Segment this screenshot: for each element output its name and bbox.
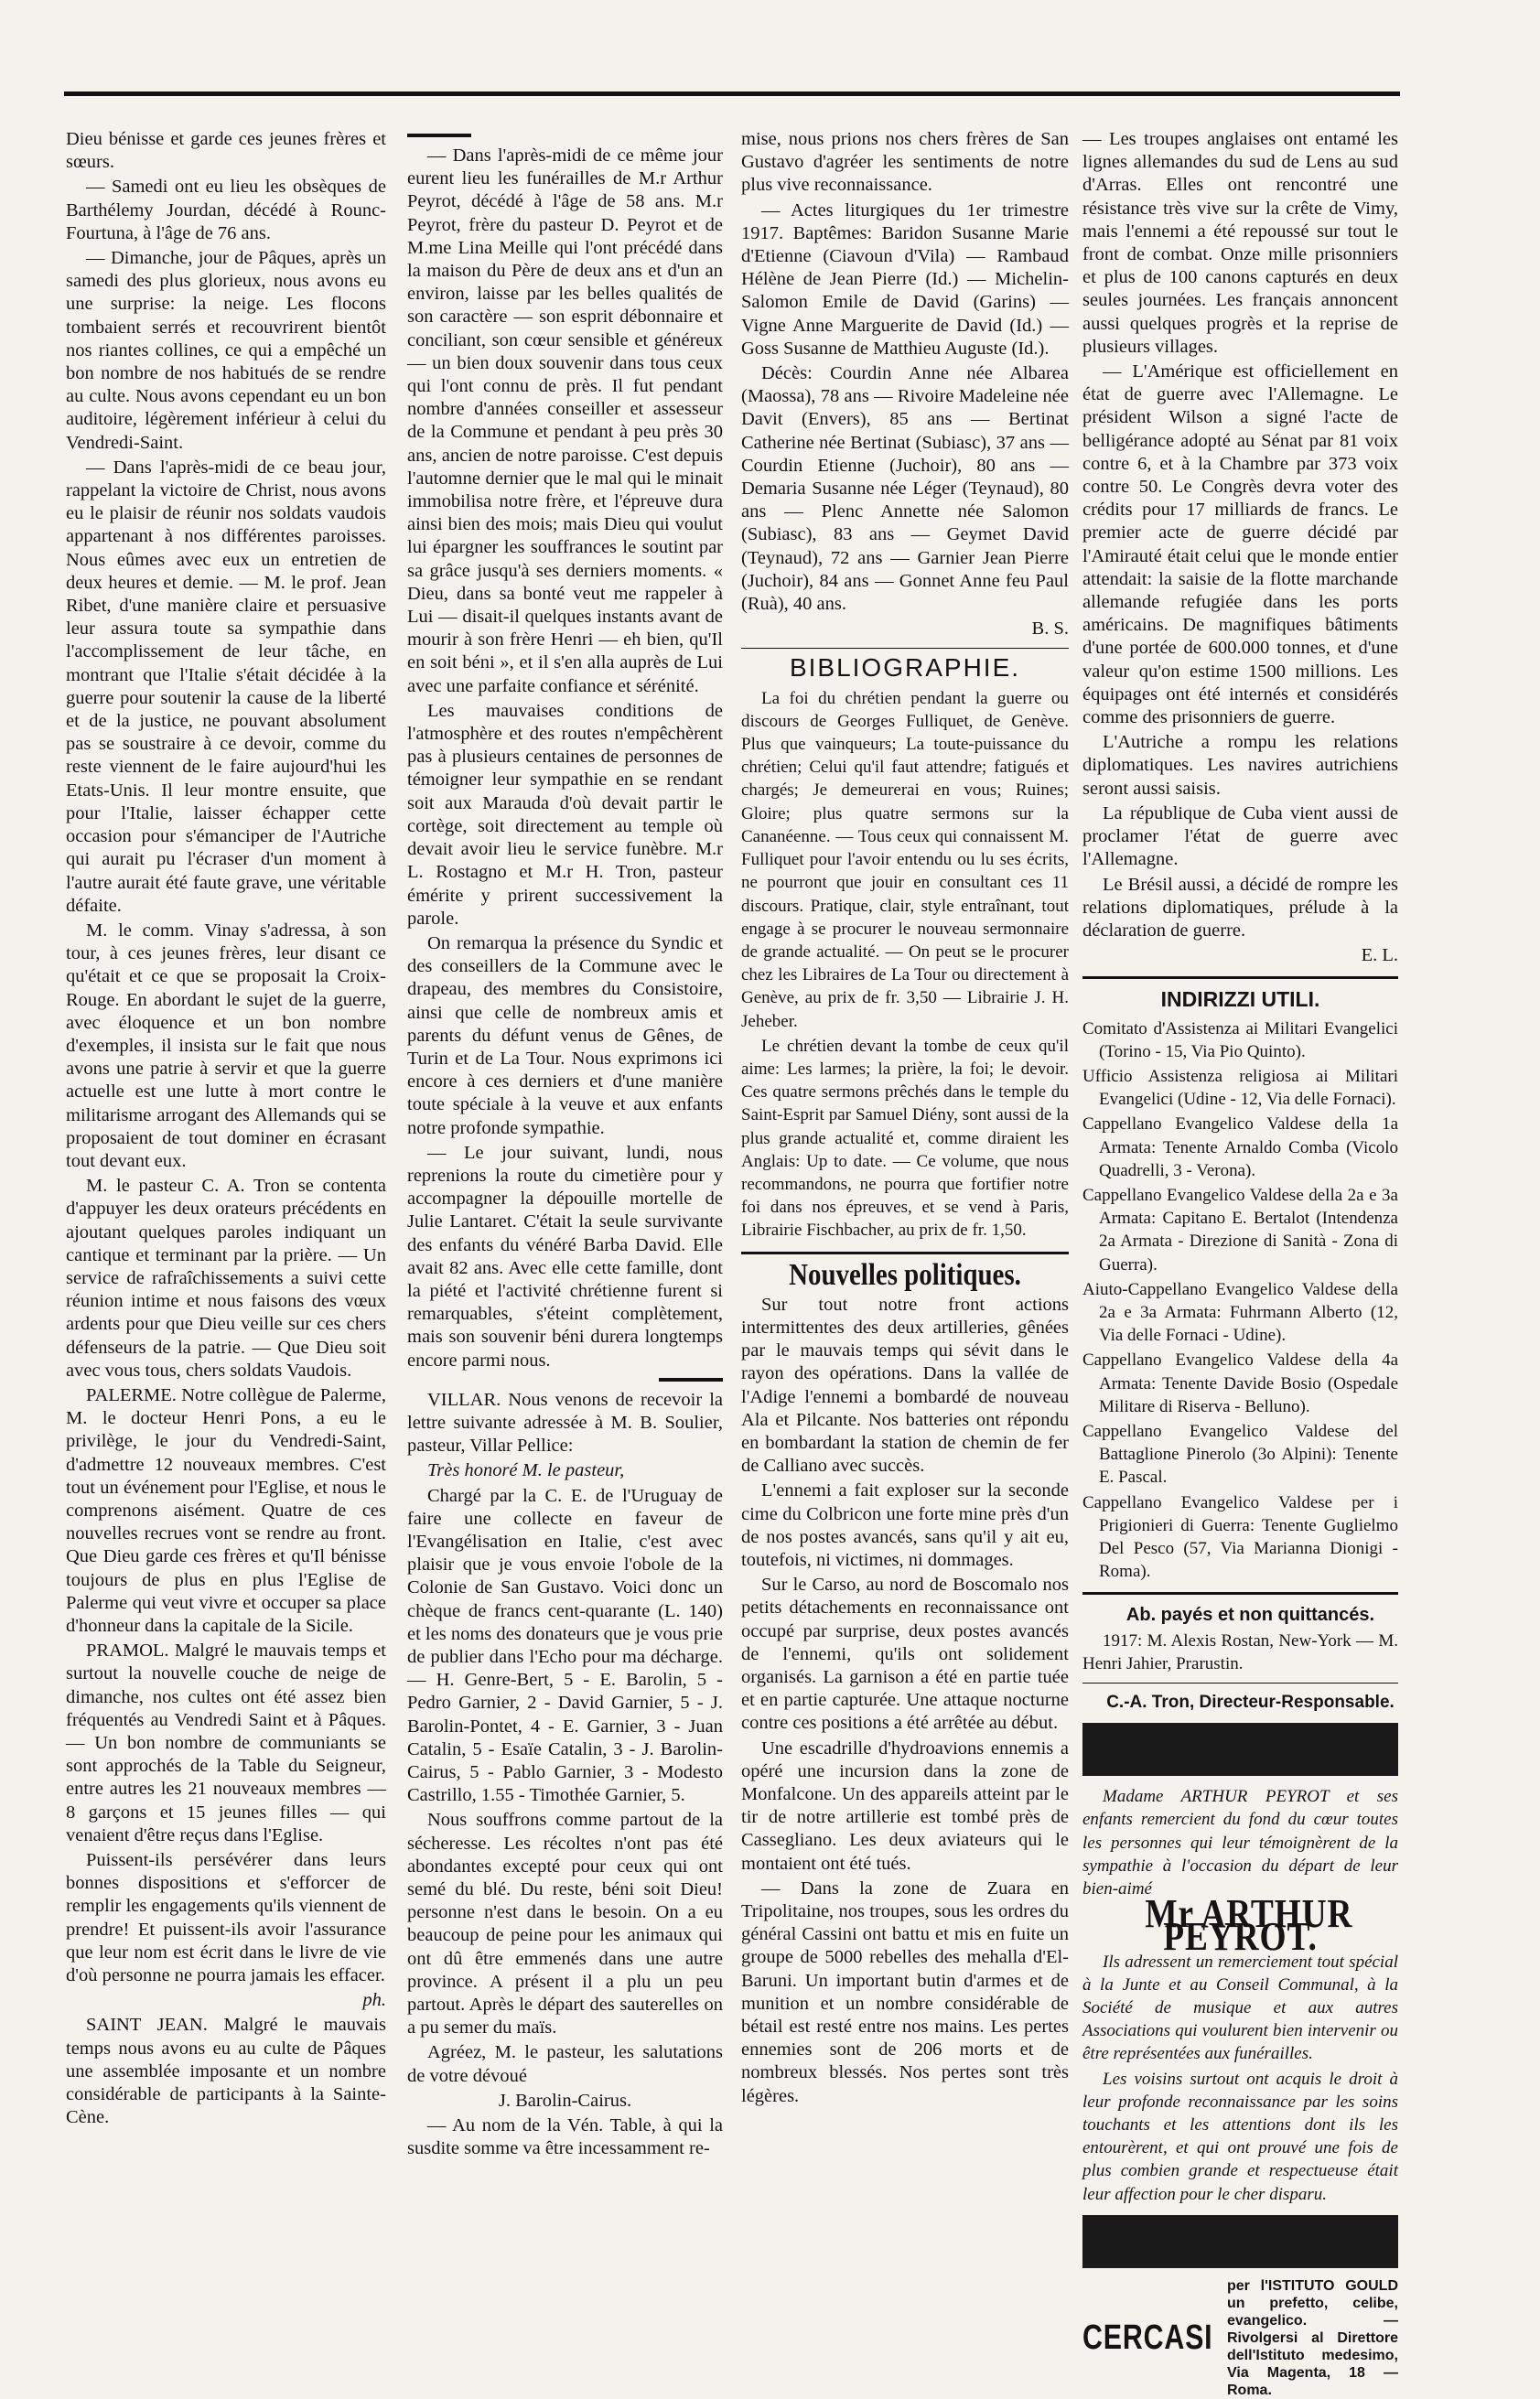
address-item: Cappellano Evangelico Valdese della 1a Armata: Tenente Arnaldo Comba (Vicolo Quadrelli, 3 - Verona). (1082, 1114, 1398, 1180)
signature: ph. (362, 1990, 386, 2011)
paragraph: La foi du chrétien pendant la guerre ou discours de Georges Fulliquet, de Genève. Plus que vainqueurs; La toute-puissance du chrétien; Celui qu'il faut attendre; fatigués et chargés; Je demeurerai en vous; Ruines; Gloire; plus quatre sermons sur la Cananéenne. — Tous ceux qui connaissent M. Fulliquet pour l'avoir entendu ou lu ses écrits, ne pourront que jouir en consultant ces 11 discours. Pratique, clair, style entraînant, tout engage à se procurer le nouveau sermonnaire de grande actualité. — On peut se le procurer chez les Libraires de La Tour ou directement à Genève, au prix de fr. 3,50 — Librairie J. H. Jeheber. (741, 688, 1069, 1031)
section-title-nouvelles-politiques: Nouvelles politiques. (789, 1257, 1021, 1292)
top-rule (64, 91, 1400, 96)
signature: E. L. (1361, 945, 1398, 966)
paragraph: Décès: Courdin Anne née Albarea (Maossa), 78 ans — Rivoire Madeleine née Davit (Envers), 85 ans — Bertinat Catherine née Bertinat (Subiasc), 37 ans — Courdin Etienne (Juchoir), 80 ans — Demaria Susanne née Léger (Teynaud), 80 ans — Plenc Annette née Salomon (Subiasc), 83 ans — Geymet David (Teynaud), 72 ans — Garnier Jean Pierre (Juchoir), 84 ans — Gonnet Anne feu Paul (Ruà), 40 ans. (741, 363, 1069, 615)
paragraph: — Samedi ont eu lieu les obsèques de Barthélemy Jourdan, décédé à Rounc-Fourtuna, à l'âge de 76 ans. (66, 177, 386, 243)
paragraph: Sur tout notre front actions intermittentes des deux artilleries, gênées par le mauvais temps qui sévit dans le rayon des opérations. Dans la vallée de l'Adige l'ennemi a bombardé de nouveau Ala et Pilcante. Nos batteries ont répondu en bombardant la station de chemin de fer de Calliano avec succès. (741, 1294, 1069, 1477)
paragraph: L'ennemi a fait exploser sur la seconde cime du Colbricon une forte mine près d'un de nos postes avancés, sans qu'il y ait eu, toutefois, ni victimes, ni dommages. (741, 1480, 1069, 1570)
paragraph: Dieu bénisse et garde ces jeunes frères et sœurs. (66, 129, 386, 173)
paragraph: — Dans l'après-midi de ce beau jour, rappelant la victoire de Christ, nous avons eu le plaisir de réunir nos soldats vaudois appartenant à nos différentes paroisses. Nous eûmes avec eux un entretien de deux heures et demie. — M. le prof. Jean Ribet, d'une manière claire et persuasive leur assura toute sa sympathie dans l'accomplissement de leur tâche, en montrant que l'Italie s'était décidée à la guerre pour soutenir la cause de la liberté et de la justice, ne pouvant absolument pas se soustraire à ce devoir, comme du reste viennent de le faire aujourd'hui les Etats-Unis. Il leur montre ensuite, que pour l'Italie, laisser échapper cette occasion pour s'émanciper de l'Autriche qui aurait pu l'écraser d'un moment à l'autre aurait été faute grave, une véritable défaite. (66, 457, 386, 916)
paragraph: — Dimanche, jour de Pâques, après un samedi des plus glorieux, nous avons eu une surprise: la neige. Les flocons tombaient serrés et recouvrirent bientôt nos riantes collines, ce qui a empêché un bon nombre de nos habitués de se rendre au culte. Nous avons cependant eu un bon auditoire, légèrement inférieur à celui du Vendredi-Saint. (66, 248, 386, 453)
signature: B. S. (1031, 619, 1069, 640)
paragraph: — Dans l'après-midi de ce même jour eurent lieu les funérailles de M.r Arthur Peyrot, décédé à l'âge de 58 ans. M.r Peyrot, frère du pasteur D. Peyrot et de M.me Lina Meille qui l'ont précédé dans la maison du Père de deux ans et d'un an environ, laisse par les belles qualités de son caractère — son esprit débonnaire et conciliant, son cœur sensible et généreux — un bien doux souvenir dans tous ceux qui l'ont connu de près. Il fut pendant nombre d'années conseiller et assesseur de la Commune et pendant à peu près 30 ans, ancien de notre paroisse. C'est depuis l'automne dernier que le mal qui le minait immobilisa notre frère, et l'épreuve dura ainsi bien des mois; mais Dieu qui voulut lui épargner les souffrances le soutint par sa grâce jusqu'à ses derniers moments. « Dieu, dans sa bonté veut me rappeler à Lui — disait-il quelques instants avant de mourir à son frère Henri — eh bien, qu'Il en soit béni », et il s'en alla auprès de Lui avec une parfaite confiance et sérénité. (407, 145, 723, 696)
divider (1082, 1683, 1398, 1684)
paragraph: Sur le Carso, au nord de Boscomalo nos petits détachements en reconnaissance ont occupé par surprise, deux postes avancés de l'ennemi, qu'ils ont solidement organisés. La garnison a été en partie tuée et en partie capturée. Une attaque nocturne contre ces positions a été arrêtée au début. (741, 1575, 1069, 1734)
column-1 (66, 128, 386, 2129)
subscriptions-list: 1917: M. Alexis Rostan, New-York — M. Henri Jahier, Prarustin. (1082, 1630, 1398, 1673)
cercasi-ad (1082, 2277, 1398, 2399)
section-title-bibliographie: BIBLIOGRAPHIE. (789, 653, 1021, 683)
paragraph: mise, nous prions nos chers frères de San Gustavo d'agréer les sentiments de notre plus vive reconnaissance. (741, 129, 1069, 196)
section-dash (407, 134, 471, 137)
salutation: Très honoré M. le pasteur, (427, 1460, 625, 1481)
paragraph: Nous souffrons comme partout de la sécheresse. Les récoltes n'ont pas été abondantes excepté pour ceux qui ont semé du blé. Du reste, béni soit Dieu! personne n'est dans le besoin. On a eu beaucoup de peine pour les animaux qui ont dû être emmenés dans une autre province. A présent il a plu un peu partout. Après le départ des sauterelles on a pu semer du maïs. (407, 1810, 723, 2039)
section-title-indirizzi: INDIRIZZI UTILI. (1160, 987, 1320, 1012)
address-item: Ufficio Assistenza religiosa ai Militari Evangelici (Udine - 12, Via delle Fornaci). (1082, 1066, 1398, 1110)
paragraph: Les mauvaises conditions de l'atmosphère et des routes n'empêchèrent pas à plusieurs centaines de personnes de témoigner leur sympathie en se rendant soit aux Marauda d'où devait partir le cortège, soit directement au temple où devait avoir lieu le service funèbre. M.r L. Rostagno et M.r H. Tron, pasteur émérite y prirent successivement la parole. (407, 700, 723, 929)
paragraph: — Le jour suivant, lundi, nous reprenions la route du cimetière pour y accompagner la dépouille mortelle de Julie Lantaret. C'était la seule survivante des enfants du vénéré Barba David. Elle avait 82 ans. Avec elle cette famille, dont la piété et l'activité chrétienne furent si remarquables, s'éteint complètement, mais son souvenir béni durera longtemps encore parmi nous. (407, 1142, 723, 1371)
section-dash (659, 1378, 723, 1382)
column-3 (741, 128, 1069, 2108)
divider (741, 1252, 1069, 1254)
paragraph: PALERME. Notre collègue de Palerme, M. le docteur Henri Pons, a eu le privilège, le jour du Vendredi-Saint, d'admettre 12 nouveaux membres. C'est tout un événement pour l'Eglise, et nous le comprenons aisément. Quatre de ces nouvelles recrues vont se rendre au front. Que Dieu garde ces frères et qu'Il bénisse toujours de plus en plus l'Eglise de Palerme qui veut vivre et occuper sa place d'honneur dans la capitale de la Sicile. (66, 1384, 386, 1636)
address-item: Cappellano Evangelico Valdese della 4a Armata: Tenente Davide Bosio (Ospedale Militare di Riserva - Belluno). (1082, 1350, 1398, 1416)
paragraph: PRAMOL. Malgré le mauvais temps et surtout la nouvelle couche de neige de dimanche, nos cultes ont été assez bien fréquentés au Vendredi Saint et à Pâques. — Un bon nombre de communiants se sont approchés de la Table du Seigneur, entre autres les 21 nouveaux membres — 8 garçons et 15 jeunes filles — qui venaient d'être reçus dans l'Eglise. (66, 1641, 386, 1845)
paragraph: — Les troupes anglaises ont entamé les lignes allemandes du sud de Lens au sud d'Arras. Elles ont rencontré une résistance très vive sur la crête de Vimy, mais l'ennemi a été repoussé sur tout le front de combat. Onze mille prisonniers et plus de 100 canons capturés en deux seules journées. Les français annoncent aussi quelques progrès et la reprise de plusieurs villages. (1082, 129, 1398, 357)
cercasi-word: CERCASI (1082, 2318, 1213, 2357)
paragraph: — Dans la zone de Zuara en Tripolitaine, nos troupes, sous les ordres du général Cassini ont battu et mis en fuite un groupe de 5000 rebelles des mehalla d'El-Baruni. Un important butin d'armes et de munition et un nombre considérable de bétail est resté entre nos mains. Les pertes ennemies sont de 206 morts et de nombreux blessés. Nos pertes sont très légères. (741, 1877, 1069, 2106)
black-bar (1082, 2215, 1398, 2268)
column-2 (407, 128, 723, 2160)
paragraph: M. le pasteur C. A. Tron se contenta d'appuyer les deux orateurs précédents en ajoutant quelques paroles indiquant un cantique et terminant par la prière. — Un service de rafraîchissements a suivi cette réunion intime et nous faisons des vœux ardents pour que Dieu veille sur ces chers défenseurs de la patrie. — Que Dieu soit avec vous tous, chers soldats Vaudois. (66, 1176, 386, 1381)
paragraph: Une escadrille d'hydroavions ennemis a opéré une incursion dans la zone de Monfalcone. Un des appareils atteint par le tir de notre artillerie est tombé près de Cassegliano. Les deux aviateurs qui le montaient ont été tués. (741, 1737, 1069, 1874)
paragraph: L'Autriche a rompu les relations diplomatiques. Les navires autrichiens seront aussi saisis. (1082, 732, 1398, 799)
paragraph: On remarqua la présence du Syndic et des conseillers de la Commune avec le drapeau, des membres du Consistoire, ainsi que celle de nombreux amis et parents du défunt venus de Gênes, de Turin et de La Tour. Nous exprimons ici encore à ces derniers et d'une manière toute spéciale à la veuve et aux enfants notre profonde sympathie. (407, 932, 723, 1138)
subscriptions-title: Ab. payés et non quittancés. (1125, 1605, 1375, 1626)
signature: J. Barolin-Cairus. (498, 2090, 632, 2111)
address-item: Cappellano Evangelico Valdese della 2a e 3a Armata: Capitano E. Bertalot (Intendenza 2a Armata - Direzione di Sanità - Zona di Guerra). (1082, 1185, 1398, 1275)
director-line: C.-A. Tron, Directeur-Responsable. (1106, 1693, 1395, 1712)
paragraph: VILLAR. Nous venons de recevoir la lettre suivante adressée à M. B. Soulier, pasteur, Villar Pellice: (407, 1389, 723, 1457)
column-4 (1082, 128, 1398, 2399)
paragraph: Puissent-ils persévérer dans leurs bonnes dispositions et s'efforcer de remplir les engagements qu'ils viennent de prendre! Et puissent-ils avoir l'assurance que leur nom est écrit dans le livre de vie d'où personne ne pourra jamais les effacer. (66, 1850, 386, 1986)
address-item: Cappellano Evangelico Valdese per i Prigionieri di Guerra: Tenente Guglielmo Del Pesco (57, Via Marianna Dionigi - Roma). (1082, 1492, 1398, 1582)
black-bar (1082, 1723, 1398, 1776)
paragraph: SAINT JEAN. Malgré le mauvais temps nous avons eu au culte de Pâques une assemblée imposante et un nombre considérable de participants à la Sainte-Cène. (66, 2015, 386, 2128)
divider (1082, 976, 1398, 979)
address-item: Comitato d'Assistenza ai Militari Evangelici (Torino - 15, Via Pio Quinto). (1082, 1018, 1398, 1061)
paragraph: — Au nom de la Vén. Table, à qui la susdite somme va être incessamment re- (407, 2115, 723, 2159)
notice-name: Mr ARTHUR PEYROT. (1145, 1891, 1353, 1960)
notice-text: Madame ARTHUR PEYROT et ses enfants remercient du fond du cœur toutes les personnes qui leur témoignèrent de la sympathie à l'occasion du départ de leur bien-aimé (1082, 1787, 1398, 1899)
paragraph: — Actes liturgiques du 1er trimestre 1917. Baptêmes: Baridon Susanne Marie d'Etienne (Ciavoun d'Vila) — Rambaud Hélène de Jean Pierre (Id.) — Michelin-Salomon Emile de David (Garins) — Vigne Anne Marguerite de David (Id.) — Goss Susanne de Matthieu Auguste (Id.). (741, 199, 1069, 359)
paragraph: Le Brésil aussi, a décidé de rompre les relations diplomatiques, prélude à la déclaration de guerre. (1082, 874, 1398, 941)
divider (741, 648, 1069, 649)
paragraph: Le chrétien devant la tombe de ceux qu'il aime: Les larmes; la prière, la foi; le devoir. Ces quatre sermons prêchés dans le temple du Saint-Esprit par Samuel Diény, sont aussi de la plus grande actualité et, comme diraient les Anglais: Up to date. — Ce volume, que nous recommandons, ne pourra que fortifier notre foi dans nos épreuves, et se vend à Paris, Librairie Fischbacher, au prix de fr. 1,50. (741, 1036, 1069, 1241)
paragraph: — L'Amérique est officiellement en état de guerre avec l'Allemagne. Le président Wilson a signé l'acte de belligérance adopté au Sénat par 81 voix contre 6, et à la Chambre par 373 voix contre 50. Le Congrès devra voter des crédits pour 17 milliards de francs. Le premier acte de guerre décidé par l'Amirauté était celui que le monde entier attendait: la saisie de la flotte marchande allemande refugiée dans les ports américains. De magnifiques bâtiments d'une portée de 600.000 tonnes, et d'une valeur qu'on estime 1500 millions. Les équipages ont été internés et considérés comme des prisonniers de guerre. (1082, 361, 1398, 728)
notice-text: Ils adressent un remerciement tout spécial à la Junte et au Conseil Communal, à la Société de musique et aux autres Associations qui voulurent bien intervenir ou être représentées aux funérailles. (1082, 1952, 1398, 2064)
paragraph: La république de Cuba vient aussi de proclamer l'état de guerre avec l'Allemagne. (1082, 802, 1398, 870)
cercasi-text: per l'ISTITUTO GOULD un prefetto, celibe, evangelico. — Rivolgersi al Direttore dell'Istituto medesimo, Via Magenta, 18 — Roma. (1227, 2277, 1398, 2398)
paragraph: Agréez, M. le pasteur, les salutations de votre dévoué (407, 2042, 723, 2086)
notice-text: Les voisins surtout ont acquis le droit à leur profonde reconnaissance par les soins touchants et les attentions dont ils les entourèrent, et qui ont prouvé une fois de plus combien grande et respectueuse était leur affection pour le cher disparu. (1082, 2069, 1398, 2204)
paragraph: M. le comm. Vinay s'adressa, à son tour, à ces jeunes frères, leur disant ce qu'était et ce que se proposait la Croix-Rouge. En abordant le sujet de la guerre, avec éloquence et un bon nombre d'exemples, il insista sur le fait que nous avons une patrie à servir et que la guerre actuelle est une lutte à mort contre le militarisme arrogant des Allemands qui se proposaient de tout dominer en écrasant tout devant eux. (66, 920, 386, 1171)
paragraph: Chargé par la C. E. de l'Uruguay de faire une collecte en faveur de l'Evangélisation en Italie, c'est avec plaisir que je vous envoie l'obole de la Colonie de San Gustavo. Voici donc un chèque de francs cent-quarante (L. 140) et les noms des donateurs que je vous prie de publier dans l'Echo pour ma décharge. — H. Genre-Bert, 5 - E. Barolin, 5 - Pedro Garnier, 2 - David Garnier, 5 - J. Barolin-Pontet, 4 - E. Garnier, 3 - Juan Catalin, 5 - Esaïe Catalin, 3 - J. Barolin-Cairus, 5 - Pablo Garnier, 3 - Modesto Castrillo, 1.55 - Timothée Garnier, 5. (407, 1485, 724, 1806)
address-item: Aiuto-Cappellano Evangelico Valdese della 2a e 3a Armata: Fuhrmann Alberto (12, Via delle Fornaci - Udine). (1082, 1279, 1398, 1346)
divider (1082, 1592, 1398, 1595)
address-item: Cappellano Evangelico Valdese del Battaglione Pinerolo (3o Alpini): Tenente E. Pascal. (1082, 1421, 1398, 1488)
